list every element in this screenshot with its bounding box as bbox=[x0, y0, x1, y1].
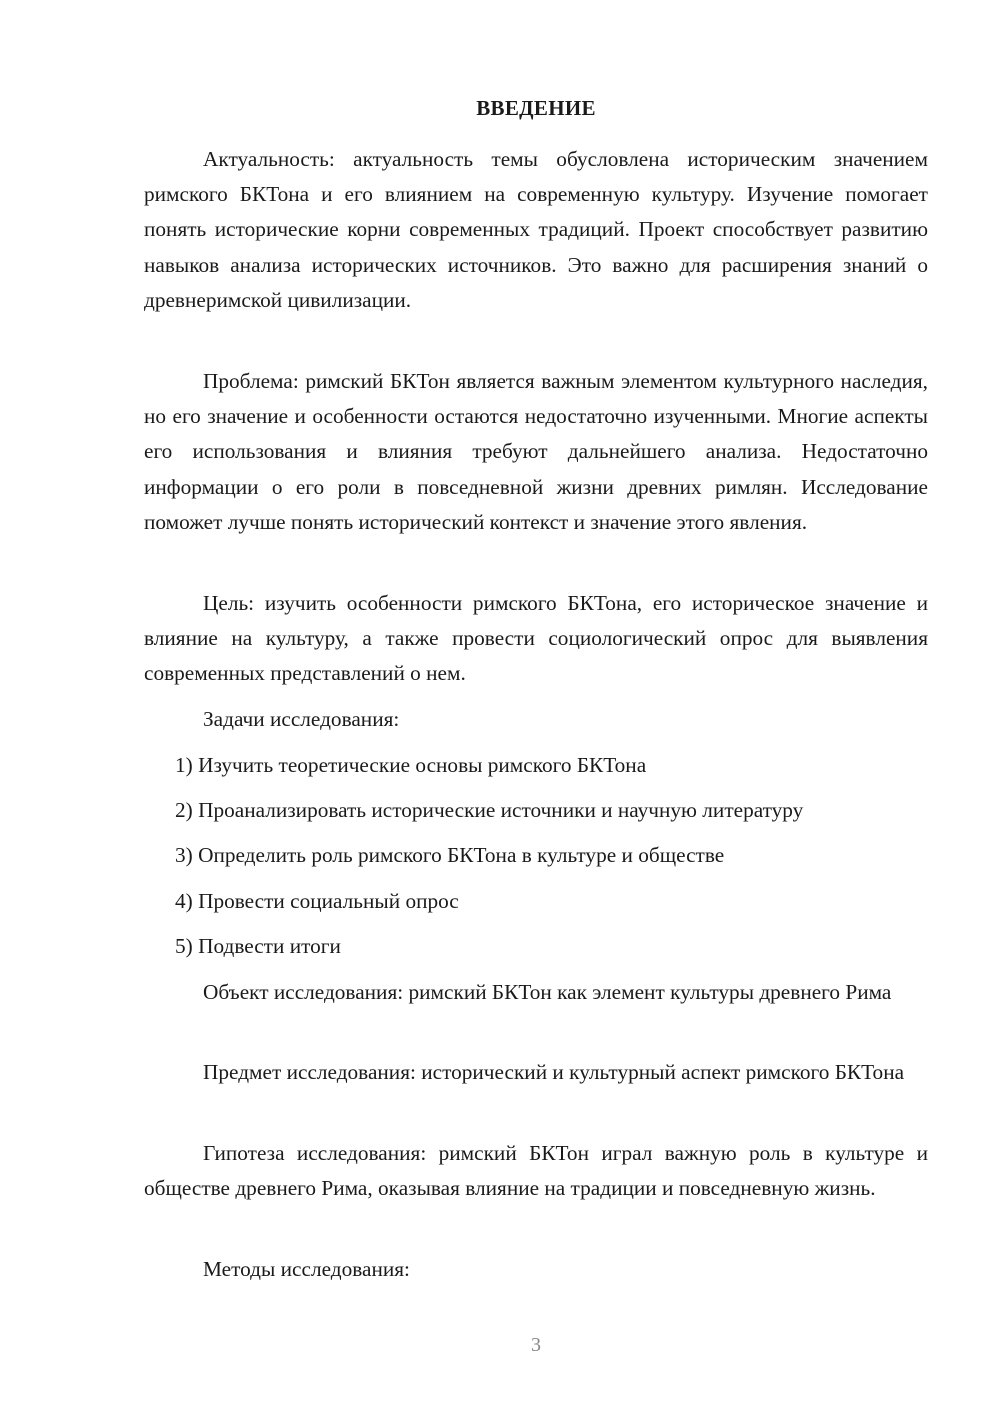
task-list-item: 5) Подвести итоги bbox=[175, 934, 341, 958]
task-list-item-5-block bbox=[144, 929, 928, 964]
hypothesis-paragraph: Гипотеза исследования: римский БКТон играл важную роль в культуре и обществе древнего Рима, оказывая влияние на традиции и повседневную жизнь. bbox=[144, 1141, 928, 1201]
task-list-item: 4) Провести социальный опрос bbox=[175, 889, 459, 913]
intro-paragraphs bbox=[144, 142, 928, 318]
problem-block bbox=[144, 364, 928, 540]
problem-paragraph: Проблема: римский БКТон является важным элементом культурного наследия, но его значение и особенности остаются недостаточно изученными. Многие аспекты его использования и влияния требуют дальнейшего анализа. Недостаточно информации о его роли в повседневной жизни древних римлян. Исследование поможет лучше понять исторический контекст и значение этого явления. bbox=[144, 369, 928, 534]
object-paragraph: Объект исследования: римский БКТон как элемент культуры древнего Рима bbox=[203, 980, 892, 1004]
hypothesis-block bbox=[144, 1136, 928, 1206]
task-list-item-3-block bbox=[144, 838, 928, 873]
goal-block bbox=[144, 586, 928, 692]
task-list-item-4-block bbox=[144, 884, 928, 919]
section-heading: ВВЕДЕНИЕ bbox=[476, 96, 596, 120]
methods-title-block bbox=[144, 1252, 928, 1287]
task-list-item: 3) Определить роль римского БКТона в культуре и обществе bbox=[175, 843, 725, 867]
methods-title: Методы исследования: bbox=[203, 1257, 410, 1281]
task-list-item: 1) Изучить теоретические основы римского БКТона bbox=[175, 753, 647, 777]
task-list-item-2-block bbox=[144, 793, 928, 828]
page-number: 3 bbox=[531, 1334, 541, 1356]
subject-block bbox=[144, 1055, 928, 1090]
object-block bbox=[144, 975, 928, 1010]
tasks-title-block bbox=[144, 702, 928, 737]
goal-paragraph: Цель: изучить особенности римского БКТона, его историческое значение и влияние на культуру, а также провести социологический опрос для выявления современных представлений о нем. bbox=[144, 591, 928, 686]
subject-paragraph: Предмет исследования: исторический и культурный аспект римского БКТона bbox=[203, 1060, 905, 1084]
task-list-item-1-block bbox=[144, 748, 928, 783]
relevance-paragraph: Актуальность: актуальность темы обусловлена историческим значением римского БКТона и его влиянием на современную культуру. Изучение помогает понять исторические корни современных традиций. Проект способствует развитию навыков анализа исторических источников. Это важно для расширения знаний о древнеримской цивилизации. bbox=[144, 147, 928, 312]
tasks-title: Задачи исследования: bbox=[203, 707, 400, 731]
task-list-item: 2) Проанализировать исторические источники и научную литературу bbox=[175, 798, 804, 822]
